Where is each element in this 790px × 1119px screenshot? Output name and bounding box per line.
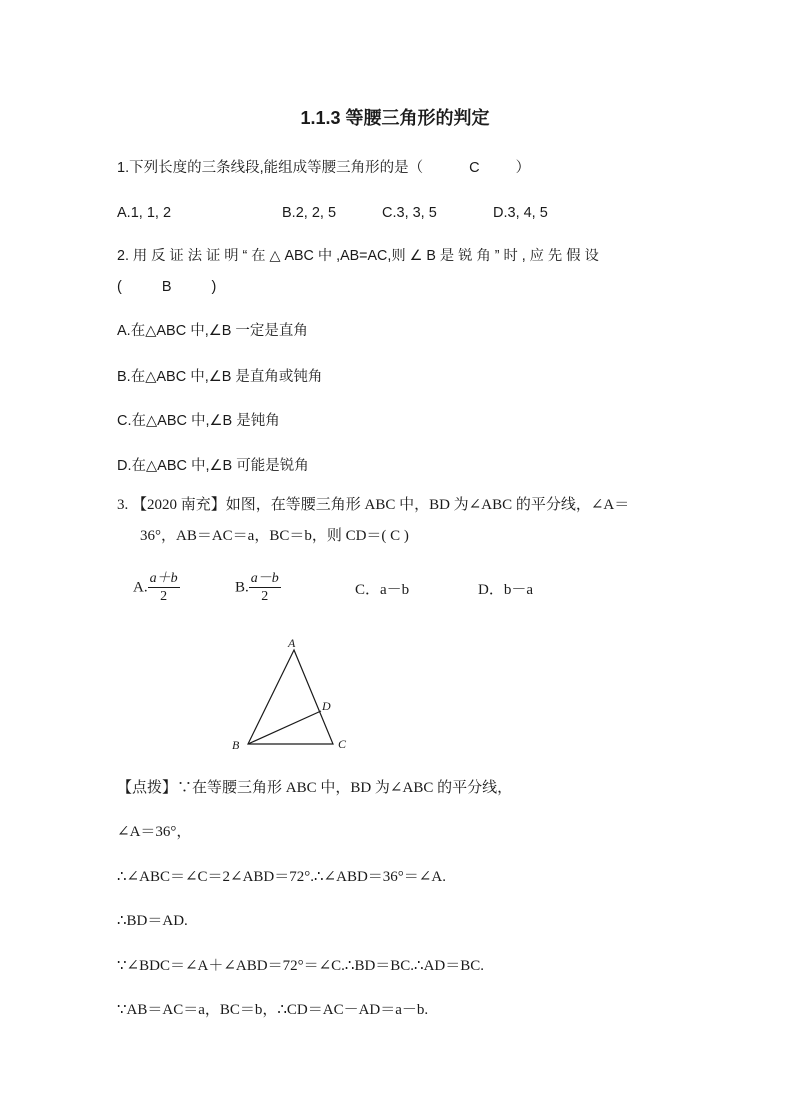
vertex-label-b: B xyxy=(232,738,240,752)
question-2-close: ) xyxy=(211,279,217,295)
triangle-abc xyxy=(248,650,333,744)
question-1-option-b: B.2, 2, 5 xyxy=(282,205,337,221)
hint-line-5: ∵∠BDC＝∠A＋∠ABD＝72°＝∠C.∴BD＝BC.∴AD＝BC. xyxy=(117,958,485,974)
question-3-option-b xyxy=(235,570,281,605)
hint-line-6: ∵AB＝AC＝a，BC＝b，∴CD＝AC－AD＝a－b. xyxy=(117,1002,429,1018)
question-2-answer: B xyxy=(161,279,172,295)
question-3-option-b-fraction xyxy=(249,570,281,605)
question-1-close: ） xyxy=(515,160,531,176)
question-1-option-c: C.3, 3, 5 xyxy=(382,205,437,221)
question-1-stem xyxy=(117,158,530,178)
vertex-label-a: A xyxy=(288,636,296,650)
question-2-option-d: D.在△ABC 中,∠B 可能是锐角 xyxy=(117,458,309,474)
question-3-option-b-label: B. xyxy=(235,579,249,596)
question-2-option-b: B.在△ABC 中,∠B 是直角或钝角 xyxy=(117,369,323,385)
question-3-option-c: C．a－b xyxy=(355,582,410,598)
question-1-answer: C xyxy=(469,160,480,176)
question-1-option-a: A.1, 1, 2 xyxy=(117,205,172,221)
question-3-stem-line1: 3. 【2020 南充】如图，在等腰三角形 ABC 中，BD 为∠ABC 的平分线，∠A＝ xyxy=(117,497,630,513)
question-3-option-a-fraction xyxy=(148,570,180,605)
question-2-option-a: A.在△ABC 中,∠B 一定是直角 xyxy=(117,323,308,339)
question-1-option-d: D.3, 4, 5 xyxy=(493,205,548,221)
triangle-figure xyxy=(225,632,365,757)
question-1-text: 1.下列长度的三条线段,能组成等腰三角形的是（ xyxy=(117,160,424,176)
fraction-numerator: a＋b xyxy=(149,571,178,586)
hint-line-1: 【点拨】∵在等腰三角形 ABC 中，BD 为∠ABC 的平分线， xyxy=(117,780,513,796)
question-3-option-a-label: A. xyxy=(133,579,148,596)
question-3-option-d: D．b－a xyxy=(478,582,533,598)
question-2-open: ( xyxy=(117,279,122,295)
fraction-numerator: a－b xyxy=(250,571,279,586)
vertex-label-c: C xyxy=(338,737,347,751)
question-2-stem: 2. 用 反 证 法 证 明 “ 在 △ ABC 中 ,AB=AC,则 ∠ B 是 锐 角 ” 时 , 应 先 假 设 xyxy=(117,248,599,264)
fraction-denominator: 2 xyxy=(261,589,269,604)
fraction-denominator: 2 xyxy=(160,589,168,604)
question-2-blank xyxy=(117,277,216,297)
question-3-option-a xyxy=(133,570,180,605)
point-label-d: D xyxy=(322,699,331,713)
hint-line-4: ∴BD＝AD. xyxy=(117,913,188,929)
question-3-stem-line2: 36°，AB＝AC＝a，BC＝b，则 CD＝( C ) xyxy=(140,528,409,544)
page-title: 1.1.3 等腰三角形的判定 xyxy=(300,108,490,128)
hint-line-3: ∴∠ABC＝∠C＝2∠ABD＝72°.∴∠ABD＝36°＝∠A. xyxy=(117,869,446,885)
question-2-option-c: C.在△ABC 中,∠B 是钝角 xyxy=(117,413,280,429)
hint-line-2: ∠A＝36°， xyxy=(117,824,192,840)
bisector-bd xyxy=(248,711,321,744)
